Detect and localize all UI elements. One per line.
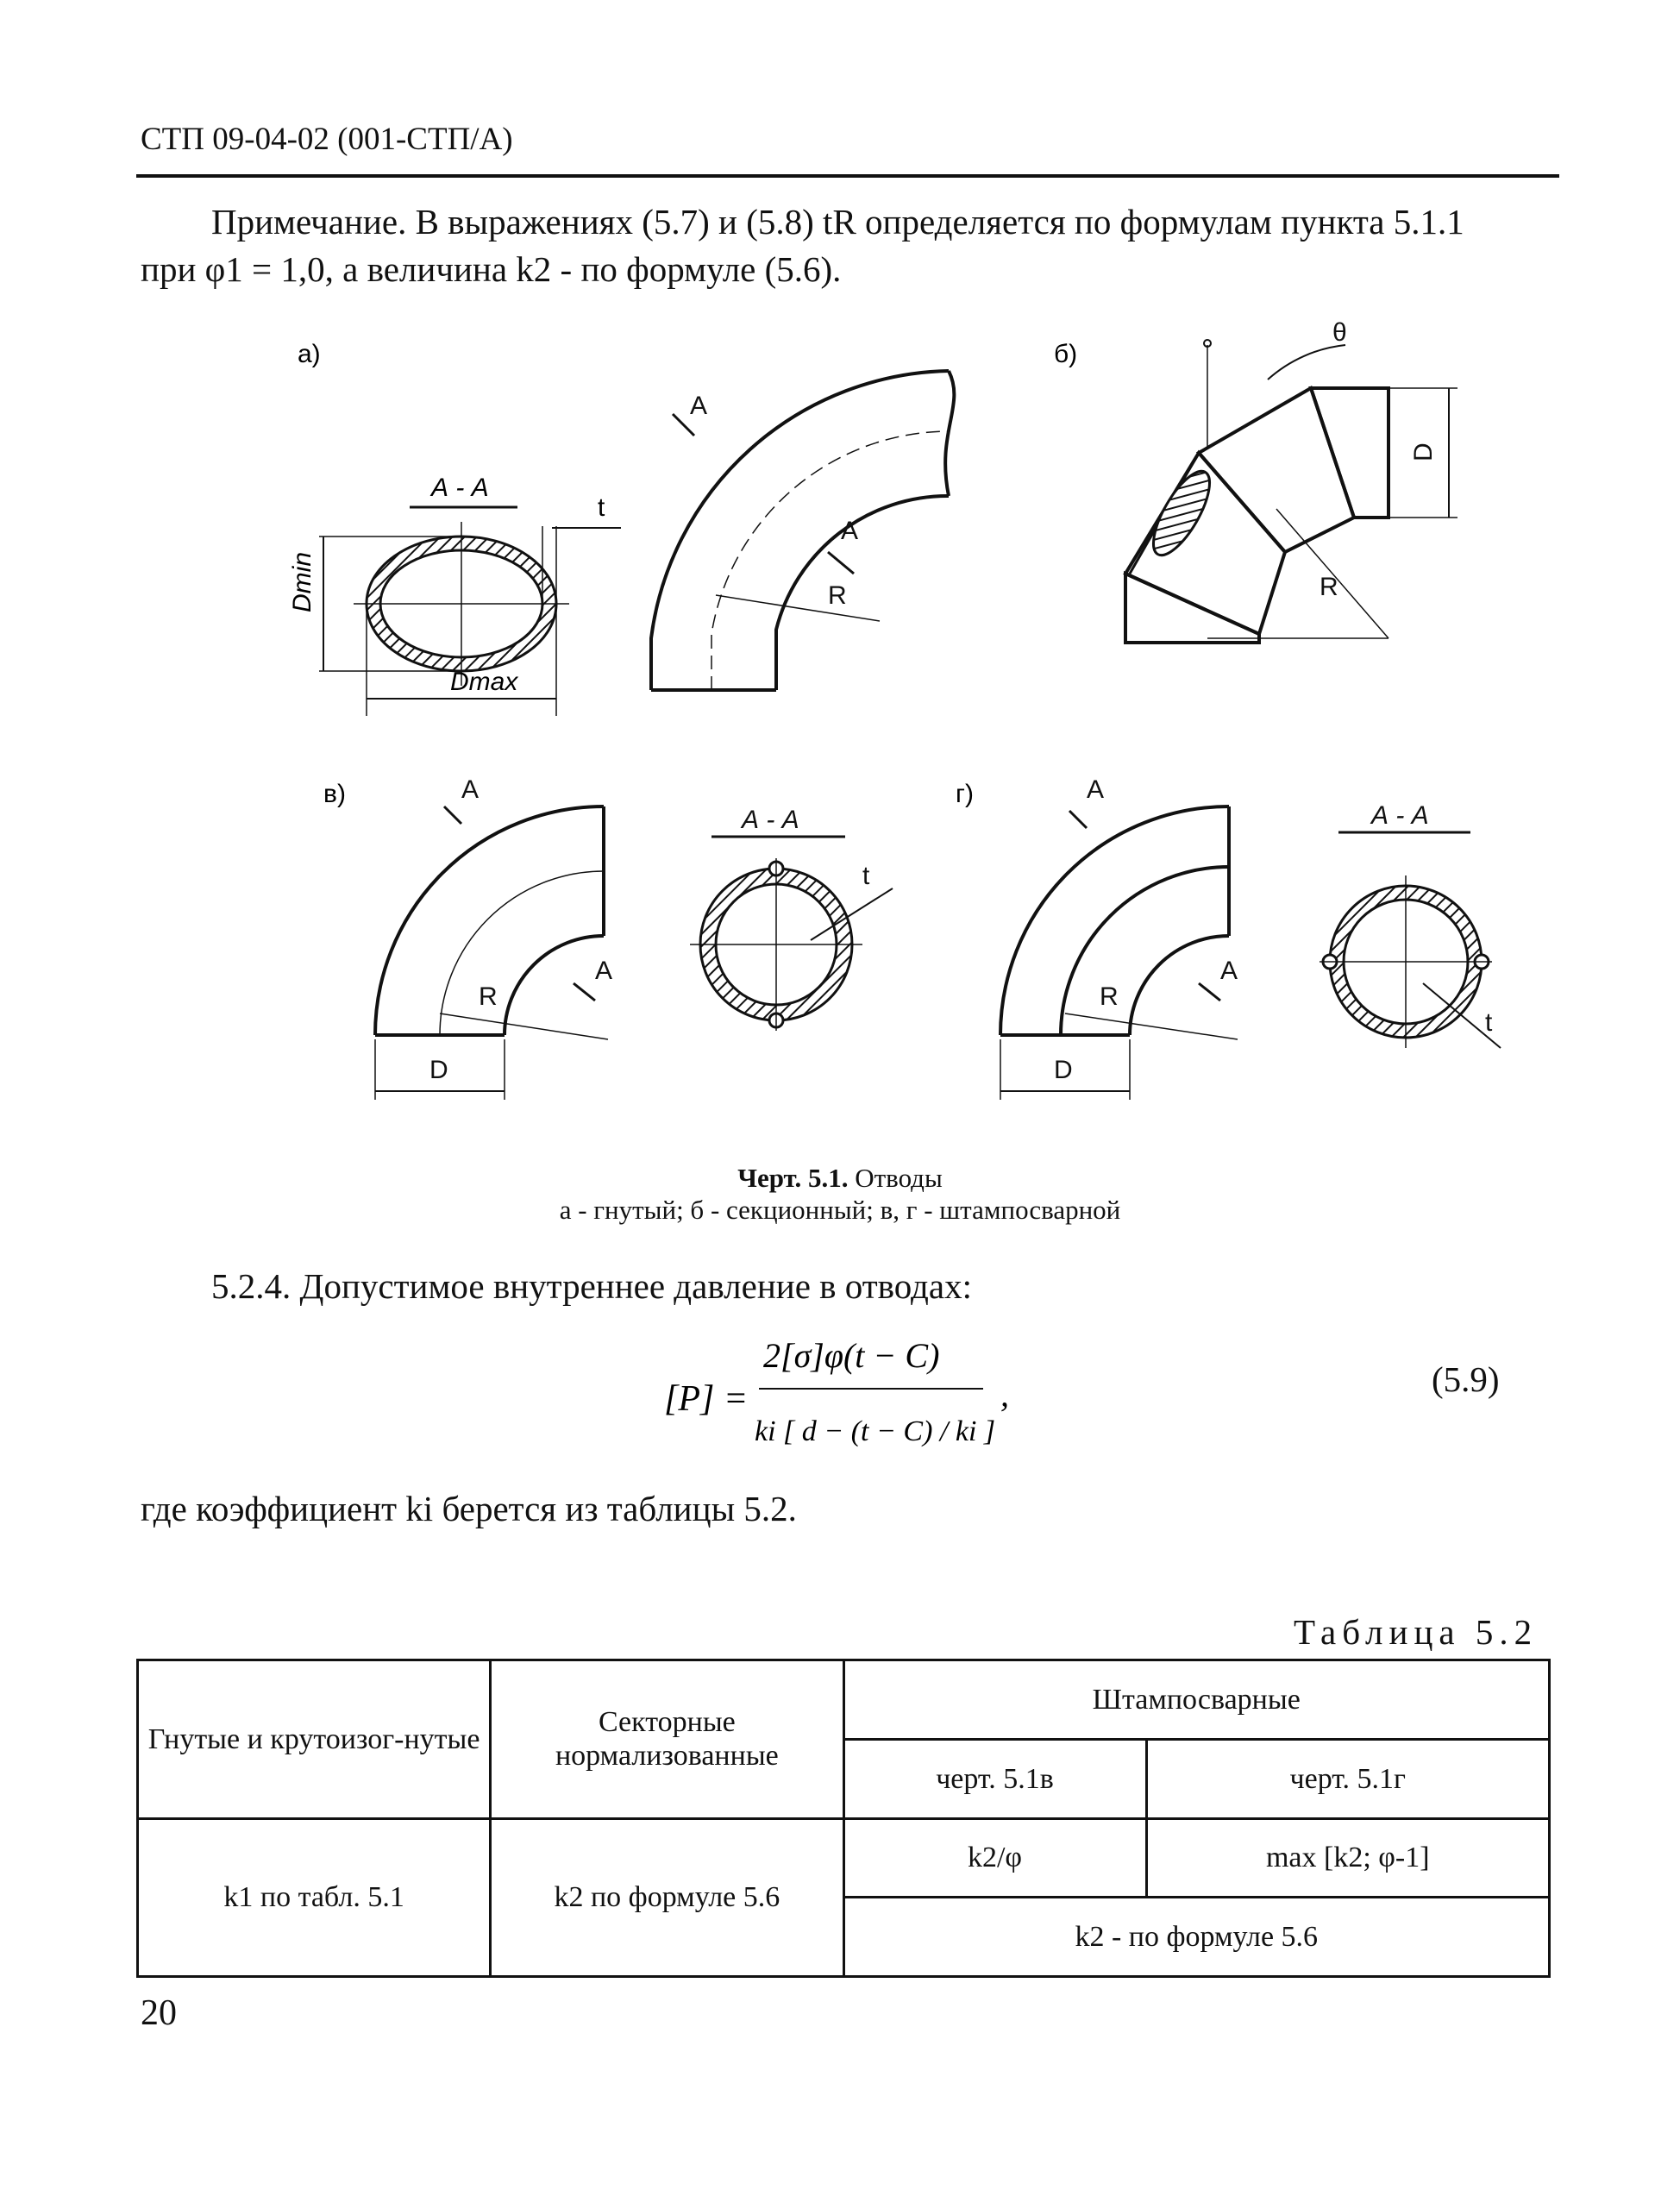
header-stamped-g: черт. 5.1г [1146,1739,1550,1818]
t-label-v: t [862,862,870,890]
document-header: СТП 09-04-02 (001-СТП/А) [141,122,513,157]
formula-lhs: [P] = [664,1379,749,1419]
panel-v-bend [375,775,612,1100]
panel-label-a: а) [298,340,321,368]
page-number: 20 [141,1993,177,2033]
panel-label-g: г) [956,780,974,808]
figure-caption-sub: а - гнутый; б - секционный; в, г - штампосварной [559,1195,1121,1225]
a-label-a1: А [690,392,708,420]
formula-comma: , [1000,1375,1009,1414]
r-label-b: R [1320,573,1338,601]
cell-k2-phi: k2/φ [843,1818,1146,1898]
formula-5-9-svg [664,1324,1026,1488]
r-label-a: R [828,581,847,610]
cell-k2-formula: k2 - по формуле 5.6 [843,1898,1550,1977]
panel-b-bend [1125,318,1457,643]
section-label: А - А [431,474,489,502]
panel-label-v: в) [323,780,346,808]
cell-k2: k2 по формуле 5.6 [491,1818,843,1977]
theta-label: θ [1332,318,1347,347]
section-label-v: А - А [742,806,799,834]
note-line-2: при φ1 = 1,0, а величина k2 - по формуле (5.6). [141,249,842,289]
r-label-v: R [479,982,498,1011]
a-label-v2: А [595,957,613,985]
formula-5-9 [664,1324,1026,1497]
panel-v-section [690,806,893,1031]
where-line: где коэффициент ki берется из таблицы 5.2. [141,1489,797,1528]
table-caption: Таблица 5.2 [1294,1612,1539,1652]
header-stamped: Штампосварные [843,1660,1550,1740]
header-bent: Гнутые и крутоизог-нутые [138,1660,491,1819]
a-label-g1: А [1087,775,1105,804]
panel-a-bend [651,371,954,690]
a-label-g2: А [1220,957,1238,985]
dmin-label: Dmin [288,551,317,612]
header-stamped-v: черт. 5.1в [843,1739,1146,1818]
figure-caption [0,1163,1680,1194]
t-label-g: t [1485,1008,1493,1037]
formula-denominator: ki [ d − (t − C) / ki ] [755,1415,996,1447]
dmax-label: Dmax [450,668,518,696]
r-label-g: R [1100,982,1119,1011]
a-label-a2: А [841,517,859,545]
formula-number: (5.9) [1432,1359,1500,1399]
note-line-1: Примечание. В выражениях (5.7) и (5.8) tR определяется по формулам пункта 5.1.1 [211,202,1464,242]
d-label-g: D [1054,1056,1073,1084]
figure-caption-name: Отводы [855,1163,943,1193]
table-5-2 [136,1659,1551,1978]
header-sector: Секторные нормализованные [491,1660,843,1819]
panel-g-bend [1000,775,1238,1100]
d-label-b: D [1409,442,1438,461]
section-label-g: А - А [1371,801,1429,830]
panel-a-section [288,474,621,716]
a-label-v1: А [461,775,480,804]
cell-k1: k1 по табл. 5.1 [138,1818,491,1977]
panel-g-section [1320,801,1501,1048]
table-row [138,1818,1550,1898]
section-5-2-4-title: 5.2.4. Допустимое внутреннее давление в отводах: [211,1266,973,1306]
figure-caption-number: Черт. 5.1. [737,1163,849,1193]
panel-label-b: б) [1054,340,1078,368]
formula-numerator: 2[σ]φ(t − C) [763,1336,940,1375]
t-label-a: t [598,493,605,522]
cell-max: max [k2; φ-1] [1146,1818,1550,1898]
d-label-v: D [429,1056,448,1084]
table-header-row-1 [138,1660,1550,1740]
